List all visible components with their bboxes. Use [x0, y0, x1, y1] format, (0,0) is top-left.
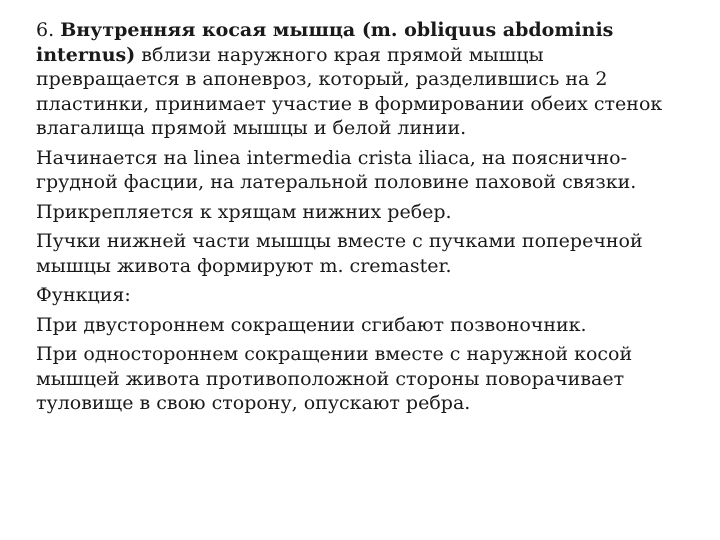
heading-paragraph: [36, 18, 686, 141]
bilateral-function-paragraph: При двустороннем сокращении сгибают позвоночник.: [36, 313, 587, 336]
function-label: Функция:: [36, 284, 131, 306]
heading-description: вблизи наружного края прямой мышцы превращается в апоневроз, который, разделившись на 2 пластинки, принимает участие в формировании обеих стенок влагалища прямой мышцы и белой линии.: [36, 43, 663, 139]
heading-number: 6.: [36, 19, 55, 41]
muscle-title: Внутренняя косая мышца (m. obliquus abdominis internus): [36, 19, 614, 66]
cremaster-paragraph: Пучки нижней части мышцы вместе с пучками поперечной мышцы живота формируют m. cremaster.: [36, 230, 643, 277]
origin-paragraph: Начинается на linea intermedia crista iliaca, на пояснично-грудной фасции, на латеральной половине паховой связки.: [36, 146, 637, 193]
insertion-paragraph: Прикрепляется к хрящам нижних ребер.: [36, 200, 452, 223]
slide-body: [36, 18, 686, 421]
unilateral-function-paragraph: При одностороннем сокращении вместе с наружной косой мышцей живота противоположной стороны поворачивает туловище в свою сторону, опускают ребра.: [36, 343, 633, 414]
